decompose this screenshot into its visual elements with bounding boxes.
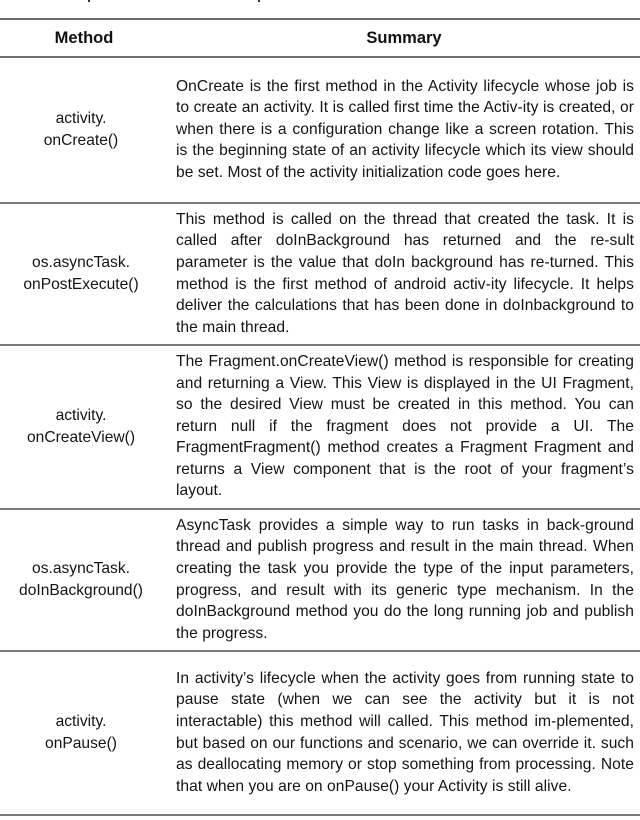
caption-descender	[258, 0, 260, 2]
table-row	[0, 203, 640, 345]
method-class: activity.	[55, 712, 107, 730]
summary-cell: AsyncTask provides a simple way to run tasks in back-ground thread and publish progress and result in the main thread. When creating the task you provide the type of the input parameters, progress, and result with its generic type mechanism. In the doInBackground method you do the long running job and publish the progress.	[176, 516, 634, 642]
header-summary: Summary	[366, 28, 442, 47]
table-header	[0, 19, 640, 57]
header-method: Method	[54, 28, 114, 47]
table-row	[0, 651, 640, 815]
summary-cell: The Fragment.onCreateView() method is responsible for creating and returning a View. This View is displayed in the UI Fragment, so the desired View must be created in this method. You can return null if the fragment does not provide a UI. The FragmentFragment() method creates a Fragment Fragment and returns a View component that is the root of your fragment’s layout.	[176, 352, 634, 500]
method-class: os.asyncTask.	[32, 559, 130, 577]
summary-cell: This method is called on the thread that created the task. It is called after doInBackground has returned and the re-sult parameter is the value that doIn background has re-turned. This method is the first method of android activ-ity lifecycle. It helps deliver the calculations that has been done in doInbackground to the main thread.	[176, 210, 634, 336]
header-row	[0, 19, 640, 57]
method-class: activity.	[55, 406, 107, 424]
method-cell	[0, 345, 168, 509]
table-row	[0, 57, 640, 203]
summary-cell: OnCreate is the first method in the Activity lifecycle whose job is to create an activity. It is called first time the Activ-ity is created, or when there is a configuration change like a screen rotation. This is the beginning state of an activity lifecycle which its view should be set. Most of the activity initialization code goes here.	[176, 77, 634, 181]
methods-table	[0, 18, 640, 816]
method-name: onPause()	[45, 734, 117, 752]
method-name: doInBackground()	[19, 581, 143, 599]
table-row	[0, 345, 640, 509]
method-cell	[0, 509, 168, 651]
table-body	[0, 57, 640, 815]
method-cell	[0, 651, 168, 815]
method-class: activity.	[55, 109, 107, 127]
clipped-caption-line	[0, 0, 640, 2]
method-name: onCreateView()	[26, 428, 136, 446]
method-class: os.asyncTask.	[32, 253, 130, 271]
method-name: onPostExecute()	[23, 275, 139, 293]
summary-cell: In activity’s lifecycle when the activity goes from running state to pause state (when we can see the activity but it is not interactable) this method will called. This method im-plemented, but based on our functions and scenario, we can override it. such as deallocating memory or stop something from processing. Note that when you are on onPause() your Activity is still alive.	[176, 669, 634, 795]
method-name: onCreate()	[43, 131, 119, 149]
table-row	[0, 509, 640, 651]
method-cell	[0, 203, 168, 345]
method-cell	[0, 57, 168, 203]
caption-descender	[88, 0, 90, 2]
